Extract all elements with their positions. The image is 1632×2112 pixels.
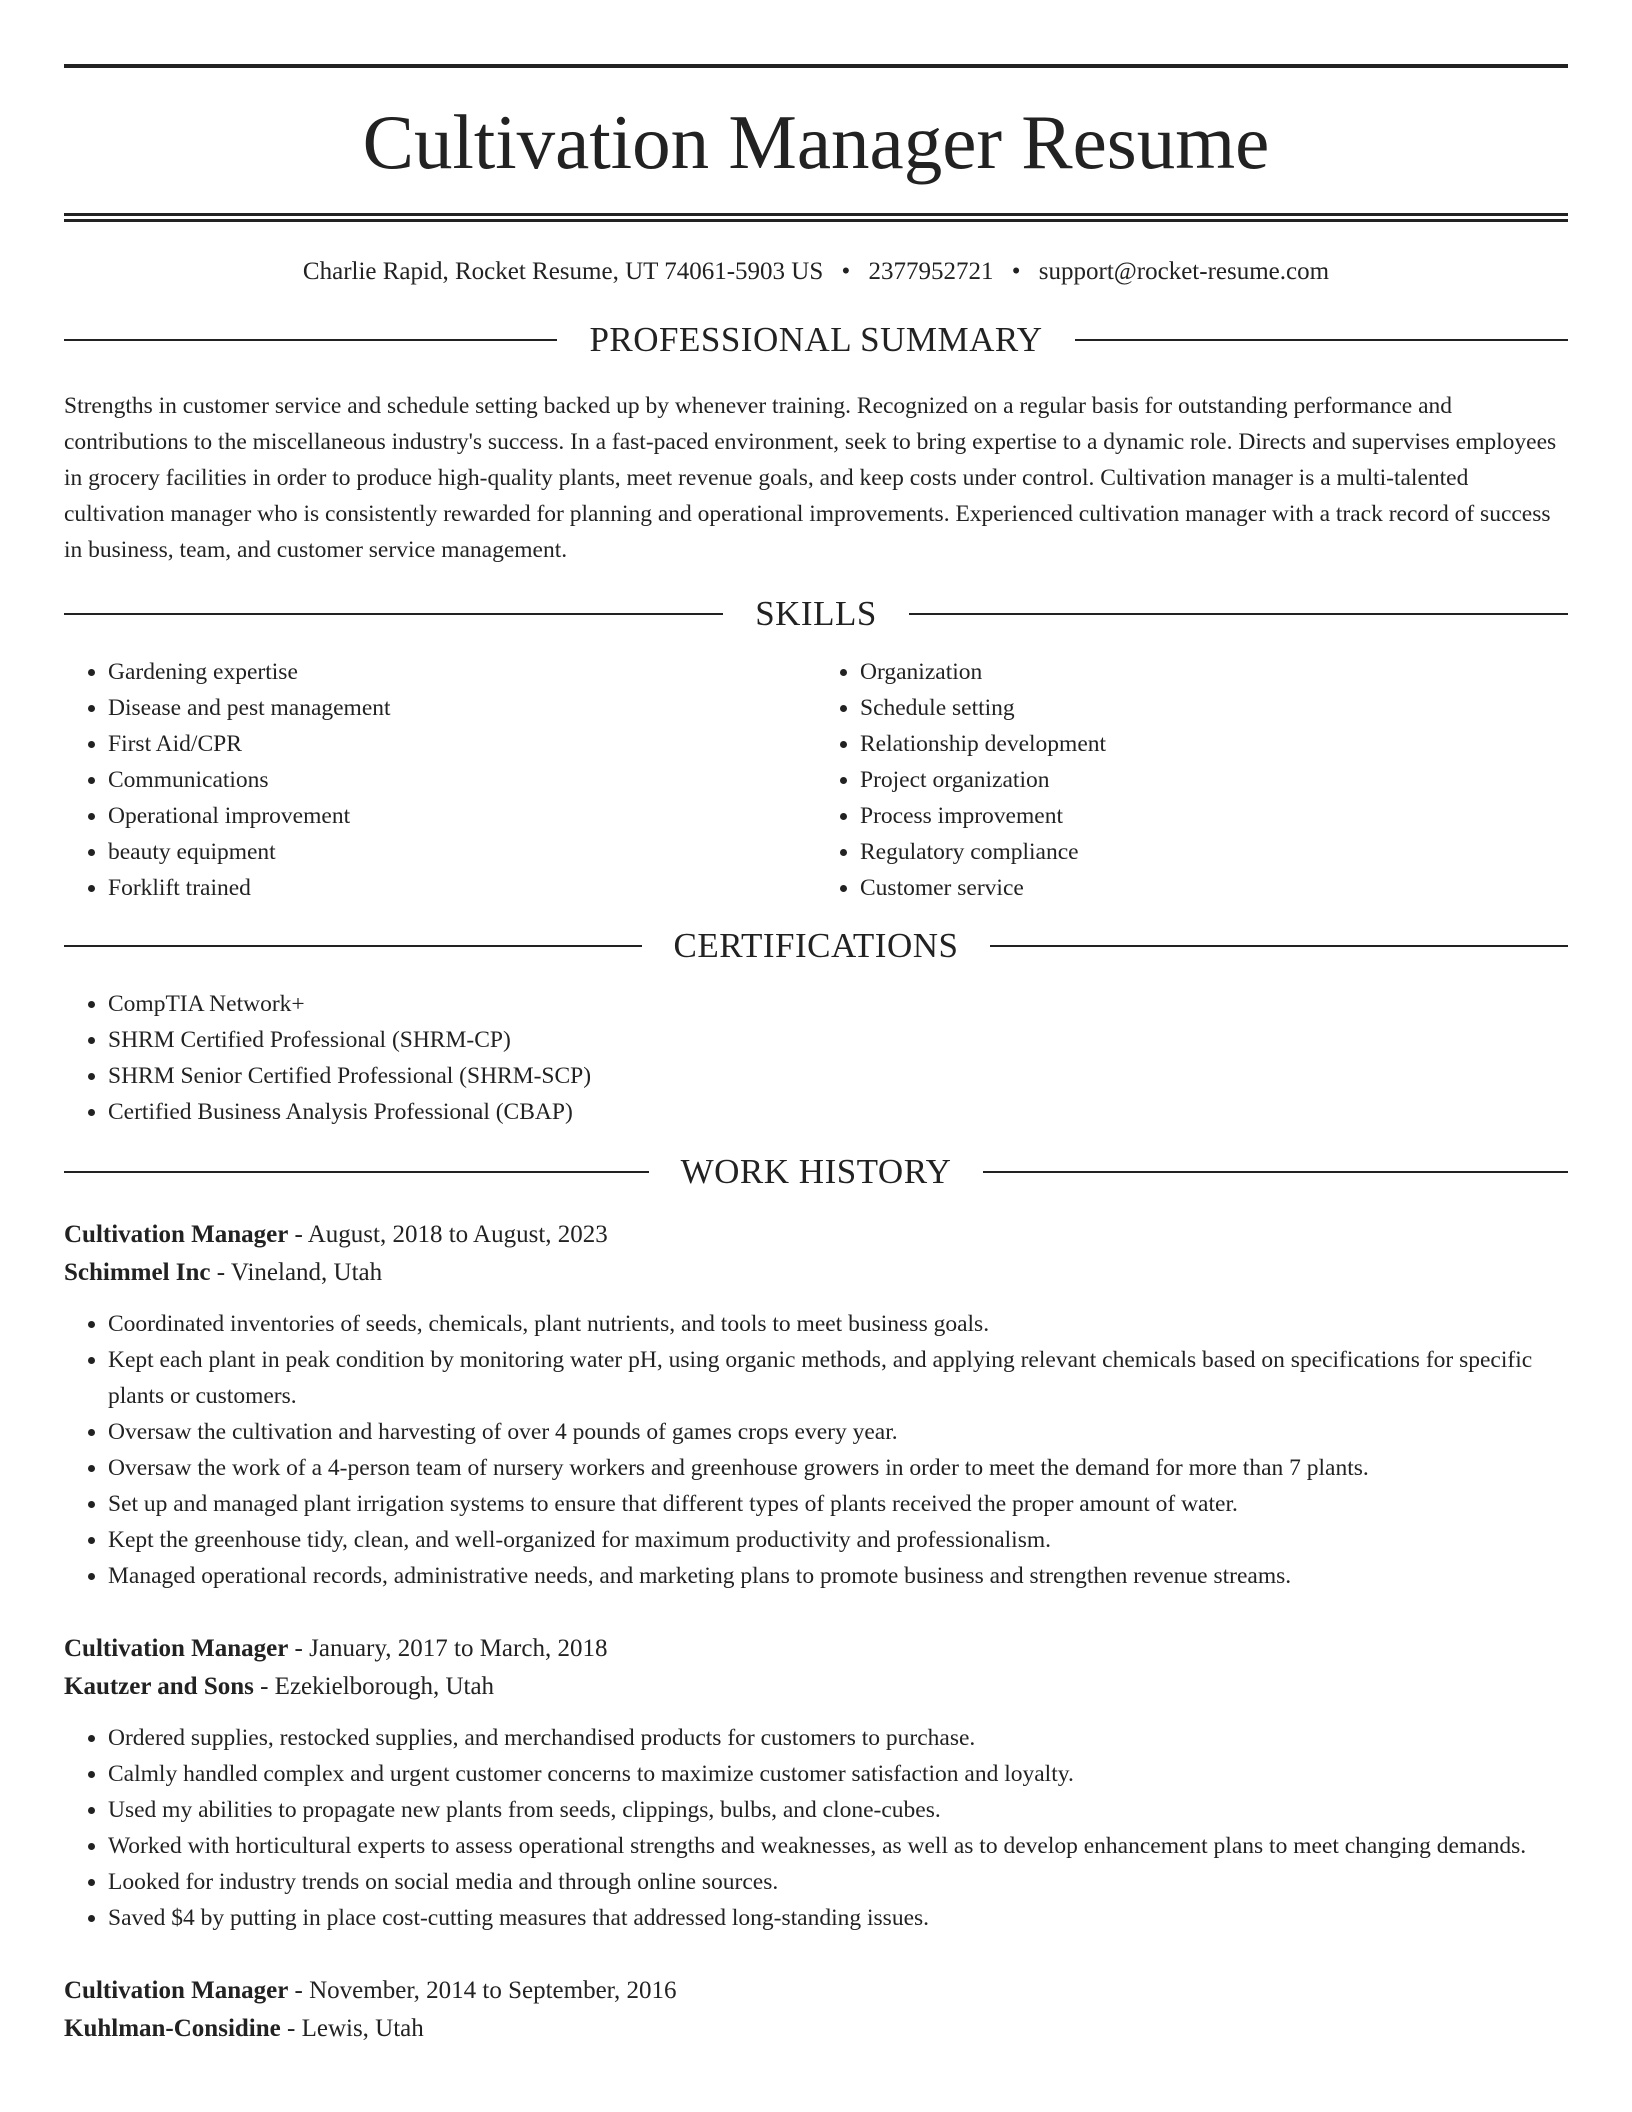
skill-item: • Disease and pest management xyxy=(108,690,816,726)
certifications-list xyxy=(64,986,1568,1130)
heading-rule xyxy=(64,339,557,341)
contact-separator: • xyxy=(1011,258,1021,285)
section-title-skills: SKILLS xyxy=(755,594,877,633)
job-bullet: • Set up and managed plant irrigation systems to ensure that different types of plants received the proper amount of water. xyxy=(108,1486,1568,1522)
skills-list-left xyxy=(64,654,816,906)
heading-rule xyxy=(1075,339,1568,341)
skills-columns xyxy=(64,634,1568,906)
job-dates: - January, 2017 to March, 2018 xyxy=(288,1635,608,1662)
skill-item: • Gardening expertise xyxy=(108,654,816,690)
skills-list-right xyxy=(816,654,1568,906)
contact-separator: • xyxy=(841,258,851,285)
job-dates: - August, 2018 to August, 2023 xyxy=(288,1221,608,1248)
skill-item: • Process improvement xyxy=(860,798,1568,834)
section-title-summary: PROFESSIONAL SUMMARY xyxy=(589,320,1043,359)
skill-item: • Relationship development xyxy=(860,726,1568,762)
job-location: - Ezekielborough, Utah xyxy=(253,1673,495,1700)
job-title-line xyxy=(64,1216,1568,1254)
section-title-work-history: WORK HISTORY xyxy=(680,1152,952,1191)
skill-item: • Regulatory compliance xyxy=(860,834,1568,870)
job-bullet: • Oversaw the work of a 4-person team of nursery workers and greenhouse growers in order to meet the demand for more than 7 plants. xyxy=(108,1450,1568,1486)
heading-rule xyxy=(909,613,1568,615)
skill-item: • beauty equipment xyxy=(108,834,816,870)
job-title-line xyxy=(64,1972,1568,2010)
job-title: Cultivation Manager xyxy=(64,1977,289,2004)
summary-text: Strengths in customer service and schedule setting backed up by whenever training. Recognized on a regular basis for outstanding performance and contributions to the miscellaneous industry's success. In a fast-paced environment, seek to bring expertise to a dynamic role. Directs and supervises employees in grocery facilities in order to produce high-quality plants, meet revenue goals, and keep costs under control. Cultivation manager is a multi-talented cultivation manager who is consistently rewarded for planning and operational improvements. Experienced cultivation manager with a track record of success in business, team, and customer service management. xyxy=(64,393,1557,563)
job-bullet: • Ordered supplies, restocked supplies, and merchandised products for customers to purchase. xyxy=(108,1720,1568,1756)
job-bullet: • Managed operational records, administrative needs, and marketing plans to promote business and strengthen revenue streams. xyxy=(108,1558,1568,1594)
section-title-certifications: CERTIFICATIONS xyxy=(673,926,959,965)
skill-item: • Project organization xyxy=(860,762,1568,798)
job-company-line xyxy=(64,1668,1568,1706)
skill-item: • Schedule setting xyxy=(860,690,1568,726)
job-location: - Lewis, Utah xyxy=(280,2015,424,2042)
certification-item: • SHRM Certified Professional (SHRM-CP) xyxy=(108,1022,1568,1058)
section-heading-certifications xyxy=(64,926,1568,966)
job-bullet: • Coordinated inventories of seeds, chemicals, plant nutrients, and tools to meet business goals. xyxy=(108,1306,1568,1342)
heading-rule xyxy=(64,613,723,615)
job-bullet: • Kept the greenhouse tidy, clean, and well-organized for maximum productivity and professionalism. xyxy=(108,1522,1568,1558)
job-entry xyxy=(64,1972,1568,2048)
job-bullets xyxy=(64,1306,1568,1594)
job-dates: - November, 2014 to September, 2016 xyxy=(288,1977,677,2004)
contact-phone[interactable]: 2377952721 xyxy=(868,258,994,285)
skill-item: • Communications xyxy=(108,762,816,798)
job-company-line xyxy=(64,1254,1568,1292)
section-heading-summary xyxy=(64,320,1568,360)
heading-rule xyxy=(990,945,1568,947)
job-company: Kautzer and Sons xyxy=(64,1673,254,1700)
contact-address: Charlie Rapid, Rocket Resume, UT 74061-5903 US xyxy=(302,258,824,285)
job-bullet: • Looked for industry trends on social media and through online sources. xyxy=(108,1864,1568,1900)
heading-rule xyxy=(64,945,642,947)
job-bullet: • Worked with horticultural experts to assess operational strengths and weaknesses, as well as to develop enhancement plans to meet changing demands. xyxy=(108,1828,1568,1864)
skill-item: • Organization xyxy=(860,654,1568,690)
job-bullet: • Saved $4 by putting in place cost-cutting measures that addressed long-standing issues. xyxy=(108,1900,1568,1936)
skill-item: • First Aid/CPR xyxy=(108,726,816,762)
contact-line xyxy=(64,258,1568,286)
skill-item: • Forklift trained xyxy=(108,870,816,906)
job-company-line xyxy=(64,2010,1568,2048)
job-title: Cultivation Manager xyxy=(64,1635,289,1662)
section-heading-skills xyxy=(64,594,1568,634)
job-bullets xyxy=(64,1720,1568,1936)
section-heading-work-history xyxy=(64,1152,1568,1192)
contact-email[interactable]: support@rocket-resume.com xyxy=(1038,258,1330,285)
job-title-line xyxy=(64,1630,1568,1668)
heading-rule xyxy=(983,1171,1568,1173)
title-double-rule xyxy=(64,213,1568,222)
job-bullet: • Kept each plant in peak condition by monitoring water pH, using organic methods, and applying relevant chemicals based on specifications for specific plants or customers. xyxy=(108,1342,1568,1414)
job-bullet: • Calmly handled complex and urgent customer concerns to maximize customer satisfaction and loyalty. xyxy=(108,1756,1568,1792)
job-company: Kuhlman-Considine xyxy=(64,2015,281,2042)
top-rule xyxy=(64,64,1568,68)
job-title: Cultivation Manager xyxy=(64,1221,289,1248)
job-bullet: • Used my abilities to propagate new plants from seeds, clippings, bulbs, and clone-cubes. xyxy=(108,1792,1568,1828)
certification-item: • SHRM Senior Certified Professional (SHRM-SCP) xyxy=(108,1058,1568,1094)
skill-item: • Operational improvement xyxy=(108,798,816,834)
skill-item: • Customer service xyxy=(860,870,1568,906)
certification-item: • CompTIA Network+ xyxy=(108,986,1568,1022)
job-company: Schimmel Inc xyxy=(64,1259,211,1286)
job-entry xyxy=(64,1216,1568,1594)
job-bullet: • Oversaw the cultivation and harvesting of over 4 pounds of games crops every year. xyxy=(108,1414,1568,1450)
certification-item: • Certified Business Analysis Professional (CBAP) xyxy=(108,1094,1568,1130)
job-location: - Vineland, Utah xyxy=(210,1259,383,1286)
resume-content xyxy=(64,64,1568,2048)
heading-rule xyxy=(64,1171,649,1173)
job-entry xyxy=(64,1630,1568,1936)
page-title: Cultivation Manager Resume xyxy=(362,99,1270,185)
